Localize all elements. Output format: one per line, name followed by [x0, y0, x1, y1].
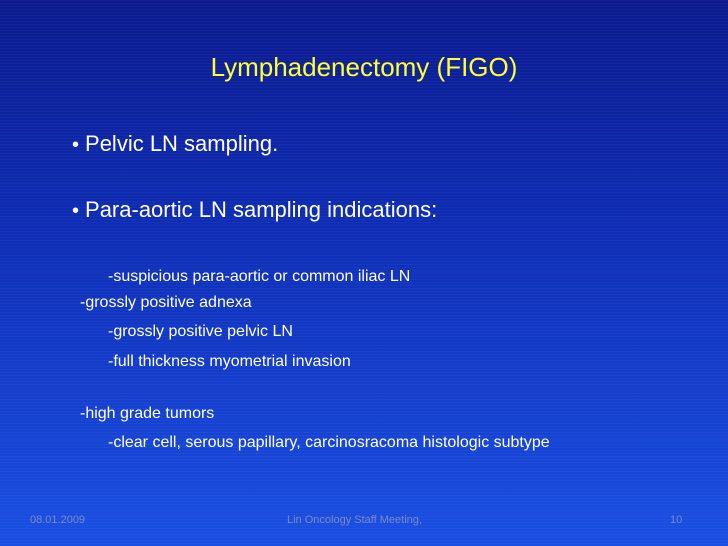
- sub-item: -suspicious para-aortic or common iliac LN: [108, 268, 411, 285]
- bullet-item: [72, 131, 278, 157]
- sub-item: -high grade tumors: [80, 405, 215, 422]
- footer-title: Lin Oncology Staff Meeting,: [287, 514, 422, 526]
- bullet-text: Para-aortic LN sampling indications:: [85, 197, 438, 222]
- slide-title: Lymphadenectomy (FIGO): [210, 52, 518, 82]
- bullet-item: [72, 197, 437, 223]
- bullet-text: Pelvic LN sampling.: [85, 131, 279, 156]
- sub-item: -full thickness myometrial invasion: [108, 353, 351, 370]
- sub-item: -grossly positive pelvic LN: [108, 323, 293, 340]
- bullet-marker: •: [72, 134, 80, 156]
- bullet-marker: •: [72, 200, 80, 222]
- sub-item: -grossly positive adnexa: [80, 294, 252, 311]
- footer-date: 08.01.2009: [30, 514, 86, 526]
- footer-page-number: 10: [670, 514, 683, 526]
- sub-item: -clear cell, serous papillary, carcinosracoma histologic subtype: [108, 434, 550, 451]
